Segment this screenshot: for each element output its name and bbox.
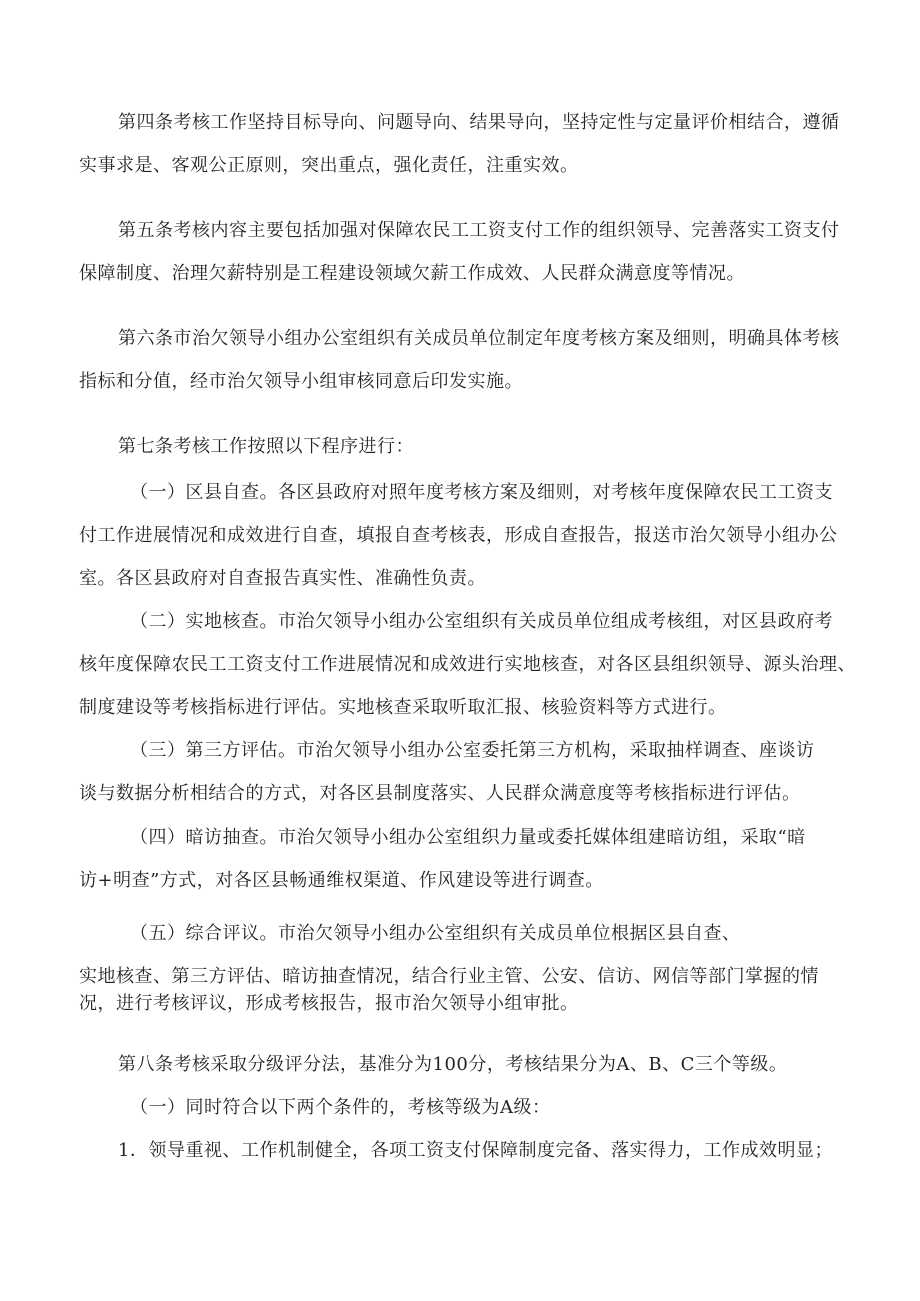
- article-8-line-1: 第八条考核采取分级评分法，基准分为100分，考核结果分为A、B、C三个等级。: [118, 1054, 788, 1075]
- article-4-line-1: 第四条考核工作坚持目标导向、问题导向、结果导向，坚持定性与定量评价相结合，遵循: [118, 112, 840, 133]
- article-8-section-1: （一）同时符合以下两个条件的，考核等级为A级：: [130, 1097, 551, 1118]
- article-7-item-2-line-2: 核年度保障农民工工资支付工作进展情况和成效进行实地核查，对各区县组织领导、源头治理、: [79, 654, 856, 675]
- article-7-item-1-line-2: 付工作进展情况和成效进行自查，填报自查考核表，形成自查报告，报送市治欠领导小组办公: [79, 525, 838, 546]
- article-7-item-3-line-2: 谈与数据分析相结合的方式，对各区县制度落实、人民群众满意度等考核指标进行评估。: [79, 783, 801, 804]
- article-7-item-4-line-1: （四）暗访抽查。市治欠领导小组办公室组织力量或委托媒体组建暗访组，采取“暗: [130, 827, 806, 848]
- article-6-line-2: 指标和分值，经市治欠领导小组审核同意后印发实施。: [79, 371, 523, 392]
- article-6-line-1: 第六条市治欠领导小组办公室组织有关成员单位制定年度考核方案及细则，明确具体考核: [118, 328, 840, 349]
- article-4-line-2: 实事求是、客观公正原则，突出重点，强化责任，注重实效。: [79, 155, 579, 176]
- article-7-item-1-line-3: 室。各区县政府对自查报告真实性、准确性负责。: [79, 568, 486, 589]
- article-7-item-1-line-1: （一）区县自查。各区县政府对照年度考核方案及细则，对考核年度保障农民工工资支: [130, 482, 833, 503]
- article-5-line-1: 第五条考核内容主要包括加强对保障农民工工资支付工作的组织领导、完善落实工资支付: [118, 220, 840, 241]
- article-8-item-1: 1．领导重视、工作机制健全，各项工资支付保障制度完备、落实得力，工作成效明显；: [118, 1140, 833, 1161]
- article-5-line-2: 保障制度、治理欠薪特别是工程建设领域欠薪工作成效、人民群众满意度等情况。: [79, 263, 745, 284]
- article-7-line-1: 第七条考核工作按照以下程序进行：: [118, 436, 414, 457]
- article-7-item-5-line-2: 实地核查、第三方评估、暗访抽查情况，结合行业主管、公安、信访、网信等部门掌握的情: [79, 966, 819, 987]
- article-7-item-2-line-1: （二）实地核查。市治欠领导小组办公室组织有关成员单位组成考核组，对区县政府考: [130, 611, 833, 632]
- article-7-item-5-line-3: 况，进行考核评议，形成考核报告，报市治欠领导小组审批。: [79, 993, 579, 1014]
- article-7-item-4-line-2: 访+明查”方式，对各区县畅通维权渠道、作风建设等进行调查。: [79, 870, 604, 891]
- article-7-item-5-line-1: （五）综合评议。市治欠领导小组办公室组织有关成员单位根据区县自查、: [130, 923, 741, 944]
- article-7-item-3-line-1: （三）第三方评估。市治欠领导小组办公室委托第三方机构，采取抽样调查、座谈访: [130, 740, 815, 761]
- article-7-item-2-line-3: 制度建设等考核指标进行评估。实地核查采取听取汇报、核验资料等方式进行。: [79, 697, 727, 718]
